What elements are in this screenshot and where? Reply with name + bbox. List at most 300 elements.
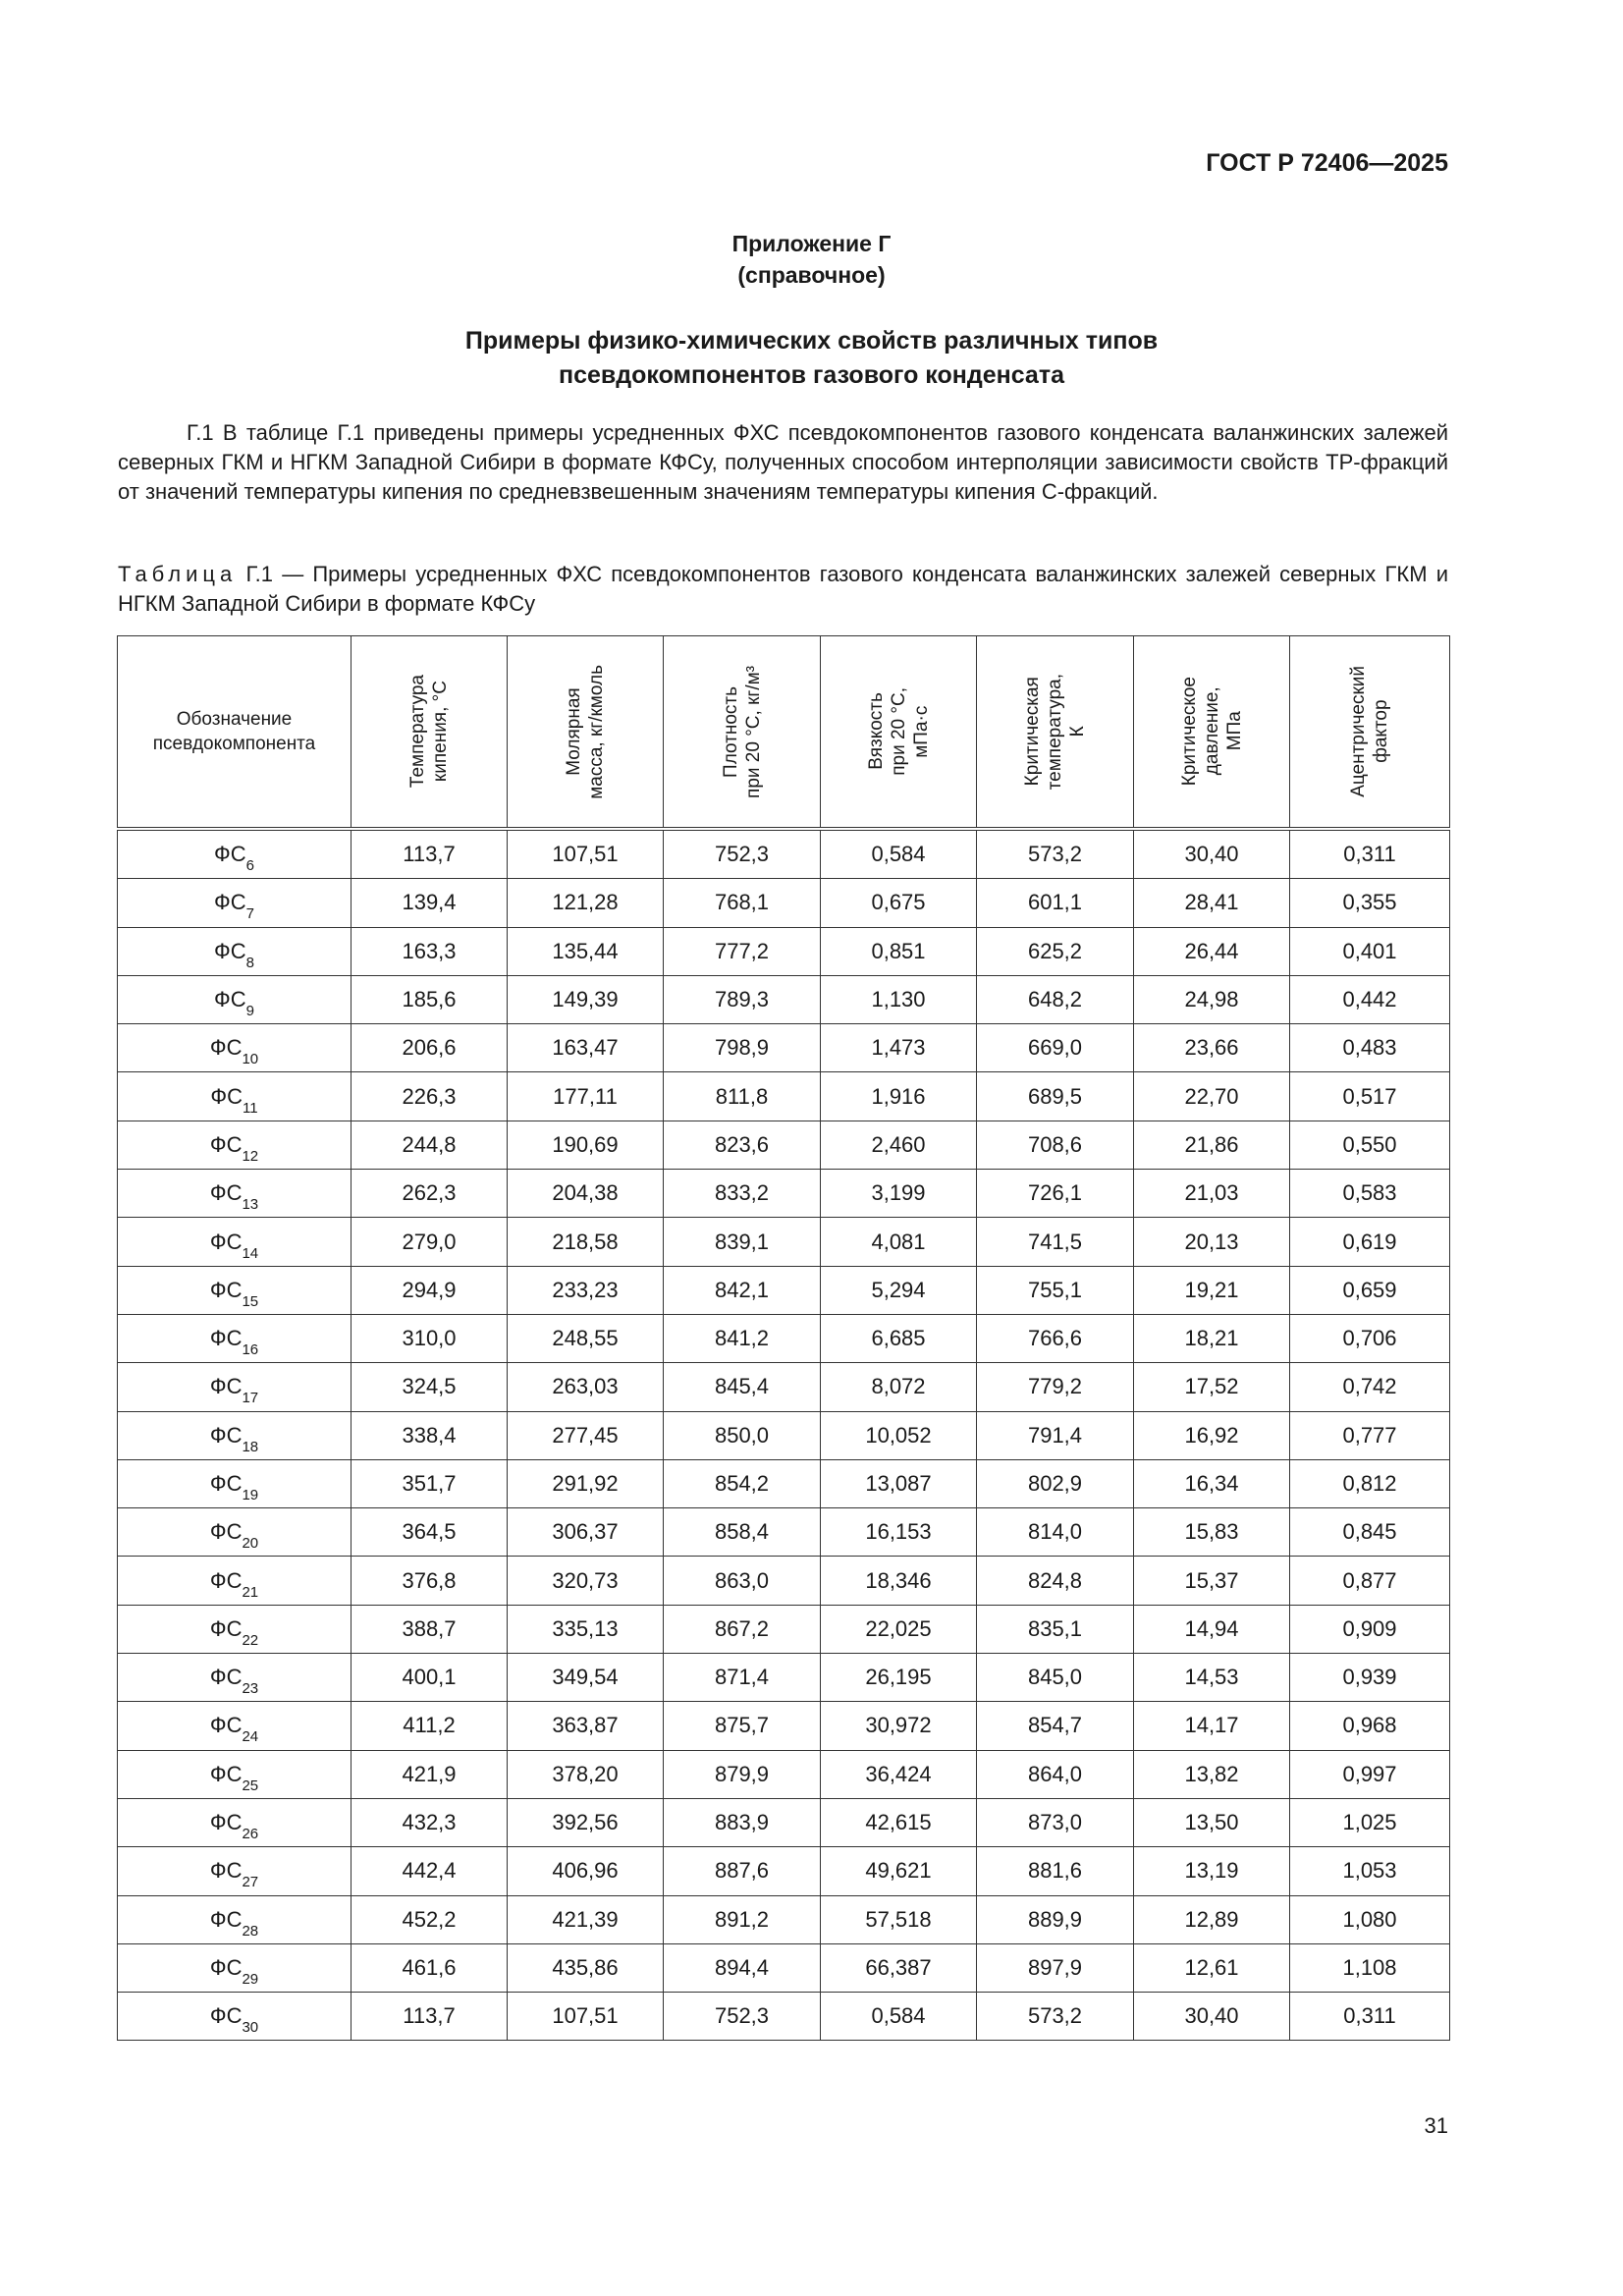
cell-density: 875,7 bbox=[664, 1702, 821, 1750]
table-body bbox=[118, 829, 1450, 2041]
cell-acentric-factor: 0,550 bbox=[1290, 1121, 1450, 1169]
cell-designation bbox=[118, 1847, 352, 1895]
designation-subscript: 8 bbox=[245, 954, 254, 971]
header-critical-pressure-text: Критическое давление, МПа bbox=[1178, 677, 1245, 787]
designation-subscript: 25 bbox=[242, 1777, 259, 1794]
designation-subscript: 28 bbox=[242, 1922, 259, 1940]
cell-designation bbox=[118, 1508, 352, 1557]
cell-boiling-temperature: 226,3 bbox=[352, 1072, 508, 1121]
cell-molar-mass: 107,51 bbox=[508, 1993, 664, 2041]
cell-acentric-factor: 0,583 bbox=[1290, 1170, 1450, 1218]
table-caption-label: Таблица bbox=[118, 562, 238, 586]
cell-designation bbox=[118, 1314, 352, 1362]
header-critical-temperature bbox=[977, 636, 1134, 830]
cell-designation bbox=[118, 1993, 352, 2041]
cell-critical-pressure: 16,92 bbox=[1134, 1411, 1290, 1459]
cell-molar-mass: 363,87 bbox=[508, 1702, 664, 1750]
cell-viscosity: 30,972 bbox=[821, 1702, 977, 1750]
cell-critical-pressure: 20,13 bbox=[1134, 1218, 1290, 1266]
designation-base: ФС bbox=[209, 1131, 243, 1157]
table-row bbox=[118, 1798, 1450, 1846]
cell-boiling-temperature: 185,6 bbox=[352, 975, 508, 1023]
cell-molar-mass: 263,03 bbox=[508, 1363, 664, 1411]
designation-subscript: 14 bbox=[242, 1244, 259, 1262]
cell-density: 841,2 bbox=[664, 1314, 821, 1362]
table-row bbox=[118, 1024, 1450, 1072]
table-row bbox=[118, 1459, 1450, 1507]
cell-viscosity: 1,916 bbox=[821, 1072, 977, 1121]
cell-critical-temperature: 625,2 bbox=[977, 927, 1134, 975]
cell-density: 879,9 bbox=[664, 1750, 821, 1798]
designation-base: ФС bbox=[209, 1810, 243, 1835]
cell-designation bbox=[118, 1702, 352, 1750]
cell-acentric-factor: 1,025 bbox=[1290, 1798, 1450, 1846]
page-number: 31 bbox=[1424, 2113, 1448, 2138]
cell-molar-mass: 435,86 bbox=[508, 1943, 664, 1992]
header-acentric-factor-text: Ацентрический фактор bbox=[1348, 666, 1391, 797]
cell-designation bbox=[118, 1121, 352, 1169]
designation-subscript: 20 bbox=[242, 1535, 259, 1553]
designation-subscript: 19 bbox=[242, 1487, 259, 1503]
cell-molar-mass: 190,69 bbox=[508, 1121, 664, 1169]
cell-designation bbox=[118, 1605, 352, 1653]
cell-boiling-temperature: 262,3 bbox=[352, 1170, 508, 1218]
cell-molar-mass: 121,28 bbox=[508, 879, 664, 927]
cell-viscosity: 16,153 bbox=[821, 1508, 977, 1557]
cell-boiling-temperature: 113,7 bbox=[352, 829, 508, 879]
cell-critical-pressure: 12,61 bbox=[1134, 1943, 1290, 1992]
intro-paragraph: Г.1 В таблице Г.1 приведены примеры усредненных ФХС псевдокомпонентов газового конденсата валанжинских залежей северных ГКМ и НГКМ Западной Сибири в формате КФСу, полученных способом интерполяции зависимости свойств ТР-фракций от значений температуры кипения по средневзвешенным значениям температуры кипения С-фракций. bbox=[118, 420, 1448, 504]
header-molar-mass bbox=[508, 636, 664, 830]
designation-base: ФС bbox=[209, 1277, 243, 1302]
cell-critical-pressure: 13,50 bbox=[1134, 1798, 1290, 1846]
cell-acentric-factor: 0,483 bbox=[1290, 1024, 1450, 1072]
cell-critical-pressure: 23,66 bbox=[1134, 1024, 1290, 1072]
properties-table bbox=[117, 635, 1450, 2041]
designation-base: ФС bbox=[209, 1326, 243, 1351]
cell-critical-temperature: 755,1 bbox=[977, 1266, 1134, 1314]
designation-subscript: 23 bbox=[242, 1680, 259, 1698]
cell-acentric-factor: 0,742 bbox=[1290, 1363, 1450, 1411]
cell-viscosity: 36,424 bbox=[821, 1750, 977, 1798]
cell-critical-pressure: 21,86 bbox=[1134, 1121, 1290, 1169]
cell-molar-mass: 204,38 bbox=[508, 1170, 664, 1218]
cell-critical-temperature: 741,5 bbox=[977, 1218, 1134, 1266]
designation-base: ФС bbox=[209, 1422, 243, 1448]
cell-boiling-temperature: 452,2 bbox=[352, 1895, 508, 1943]
designation-base: ФС bbox=[209, 1229, 243, 1254]
designation-subscript: 13 bbox=[242, 1196, 259, 1214]
cell-density: 833,2 bbox=[664, 1170, 821, 1218]
cell-viscosity: 57,518 bbox=[821, 1895, 977, 1943]
designation-base: ФС bbox=[209, 2003, 243, 2029]
cell-density: 811,8 bbox=[664, 1072, 821, 1121]
cell-viscosity: 4,081 bbox=[821, 1218, 977, 1266]
cell-density: 842,1 bbox=[664, 1266, 821, 1314]
cell-boiling-temperature: 324,5 bbox=[352, 1363, 508, 1411]
table-row bbox=[118, 1557, 1450, 1605]
table-row bbox=[118, 1363, 1450, 1411]
designation-base: ФС bbox=[209, 1954, 243, 1980]
table-row bbox=[118, 975, 1450, 1023]
cell-critical-pressure: 14,94 bbox=[1134, 1605, 1290, 1653]
cell-molar-mass: 149,39 bbox=[508, 975, 664, 1023]
table-row bbox=[118, 829, 1450, 879]
cell-density: 887,6 bbox=[664, 1847, 821, 1895]
header-viscosity bbox=[821, 636, 977, 830]
cell-density: 894,4 bbox=[664, 1943, 821, 1992]
header-critical-pressure bbox=[1134, 636, 1290, 830]
cell-critical-temperature: 601,1 bbox=[977, 879, 1134, 927]
document-title-line-1: Примеры физико-химических свойств различных типов bbox=[464, 327, 1159, 355]
cell-boiling-temperature: 432,3 bbox=[352, 1798, 508, 1846]
cell-acentric-factor: 1,080 bbox=[1290, 1895, 1450, 1943]
designation-base: ФС bbox=[209, 1761, 243, 1786]
cell-acentric-factor: 0,355 bbox=[1290, 879, 1450, 927]
cell-density: 871,4 bbox=[664, 1654, 821, 1702]
cell-critical-temperature: 779,2 bbox=[977, 1363, 1134, 1411]
cell-boiling-temperature: 206,6 bbox=[352, 1024, 508, 1072]
table-row bbox=[118, 1218, 1450, 1266]
cell-molar-mass: 349,54 bbox=[508, 1654, 664, 1702]
cell-designation bbox=[118, 1943, 352, 1992]
cell-critical-pressure: 28,41 bbox=[1134, 879, 1290, 927]
cell-density: 845,4 bbox=[664, 1363, 821, 1411]
cell-designation bbox=[118, 975, 352, 1023]
header-boiling-temperature bbox=[352, 636, 508, 830]
designation-subscript: 9 bbox=[245, 1003, 254, 1020]
designation-subscript: 17 bbox=[242, 1390, 259, 1407]
designation-subscript: 7 bbox=[245, 905, 254, 923]
cell-molar-mass: 306,37 bbox=[508, 1508, 664, 1557]
cell-molar-mass: 233,23 bbox=[508, 1266, 664, 1314]
header-density-text: Плотность при 20 °C, кг/м³ bbox=[720, 665, 764, 798]
table-row bbox=[118, 1314, 1450, 1362]
document-title-line-2: псевдокомпонентов газового конденсата bbox=[558, 361, 1064, 389]
cell-acentric-factor: 0,777 bbox=[1290, 1411, 1450, 1459]
cell-molar-mass: 163,47 bbox=[508, 1024, 664, 1072]
cell-molar-mass: 320,73 bbox=[508, 1557, 664, 1605]
table-caption bbox=[118, 560, 1448, 619]
cell-critical-pressure: 18,21 bbox=[1134, 1314, 1290, 1362]
cell-density: 768,1 bbox=[664, 879, 821, 927]
cell-molar-mass: 392,56 bbox=[508, 1798, 664, 1846]
cell-critical-pressure: 15,83 bbox=[1134, 1508, 1290, 1557]
designation-base: ФС bbox=[209, 1713, 243, 1738]
cell-boiling-temperature: 310,0 bbox=[352, 1314, 508, 1362]
cell-acentric-factor: 0,619 bbox=[1290, 1218, 1450, 1266]
cell-critical-temperature: 881,6 bbox=[977, 1847, 1134, 1895]
cell-designation bbox=[118, 1024, 352, 1072]
table-row bbox=[118, 1702, 1450, 1750]
cell-viscosity: 10,052 bbox=[821, 1411, 977, 1459]
cell-critical-pressure: 22,70 bbox=[1134, 1072, 1290, 1121]
cell-viscosity: 42,615 bbox=[821, 1798, 977, 1846]
cell-critical-pressure: 12,89 bbox=[1134, 1895, 1290, 1943]
designation-base: ФС bbox=[209, 1567, 243, 1593]
cell-acentric-factor: 1,053 bbox=[1290, 1847, 1450, 1895]
cell-viscosity: 49,621 bbox=[821, 1847, 977, 1895]
designation-subscript: 27 bbox=[242, 1874, 259, 1891]
cell-acentric-factor: 0,877 bbox=[1290, 1557, 1450, 1605]
designation-subscript: 12 bbox=[242, 1147, 259, 1165]
header-boiling-temperature-text: Температура кипения, °C bbox=[407, 675, 451, 789]
table-header-row bbox=[118, 636, 1450, 830]
cell-viscosity: 5,294 bbox=[821, 1266, 977, 1314]
cell-viscosity: 66,387 bbox=[821, 1943, 977, 1992]
cell-critical-pressure: 21,03 bbox=[1134, 1170, 1290, 1218]
table-row bbox=[118, 1847, 1450, 1895]
cell-viscosity: 3,199 bbox=[821, 1170, 977, 1218]
cell-molar-mass: 107,51 bbox=[508, 829, 664, 879]
designation-base: ФС bbox=[214, 842, 246, 867]
cell-critical-temperature: 845,0 bbox=[977, 1654, 1134, 1702]
header-designation bbox=[118, 636, 352, 830]
cell-designation bbox=[118, 829, 352, 879]
cell-critical-temperature: 791,4 bbox=[977, 1411, 1134, 1459]
cell-viscosity: 0,584 bbox=[821, 1993, 977, 2041]
cell-boiling-temperature: 294,9 bbox=[352, 1266, 508, 1314]
table-row bbox=[118, 1605, 1450, 1653]
cell-acentric-factor: 0,517 bbox=[1290, 1072, 1450, 1121]
cell-acentric-factor: 0,659 bbox=[1290, 1266, 1450, 1314]
cell-viscosity: 22,025 bbox=[821, 1605, 977, 1653]
cell-viscosity: 0,851 bbox=[821, 927, 977, 975]
designation-base: ФС bbox=[209, 1180, 243, 1206]
cell-acentric-factor: 0,909 bbox=[1290, 1605, 1450, 1653]
cell-designation bbox=[118, 1072, 352, 1121]
cell-viscosity: 18,346 bbox=[821, 1557, 977, 1605]
table-row bbox=[118, 1121, 1450, 1169]
cell-density: 863,0 bbox=[664, 1557, 821, 1605]
cell-molar-mass: 421,39 bbox=[508, 1895, 664, 1943]
cell-acentric-factor: 0,311 bbox=[1290, 829, 1450, 879]
cell-molar-mass: 135,44 bbox=[508, 927, 664, 975]
cell-viscosity: 13,087 bbox=[821, 1459, 977, 1507]
cell-designation bbox=[118, 1363, 352, 1411]
cell-viscosity: 1,473 bbox=[821, 1024, 977, 1072]
cell-designation bbox=[118, 1459, 352, 1507]
designation-subscript: 24 bbox=[242, 1728, 259, 1746]
cell-critical-temperature: 573,2 bbox=[977, 1993, 1134, 2041]
table-row bbox=[118, 879, 1450, 927]
cell-critical-temperature: 766,6 bbox=[977, 1314, 1134, 1362]
cell-acentric-factor: 0,845 bbox=[1290, 1508, 1450, 1557]
appendix-subtitle: (справочное) bbox=[737, 262, 886, 288]
designation-base: ФС bbox=[214, 938, 246, 963]
cell-acentric-factor: 0,401 bbox=[1290, 927, 1450, 975]
cell-designation bbox=[118, 927, 352, 975]
cell-acentric-factor: 1,108 bbox=[1290, 1943, 1450, 1992]
cell-viscosity: 1,130 bbox=[821, 975, 977, 1023]
appendix-heading bbox=[0, 228, 1623, 291]
cell-molar-mass: 218,58 bbox=[508, 1218, 664, 1266]
header-molar-mass-text: Молярная масса, кг/кмоль bbox=[564, 664, 607, 799]
designation-subscript: 22 bbox=[242, 1631, 259, 1649]
cell-molar-mass: 177,11 bbox=[508, 1072, 664, 1121]
designation-base: ФС bbox=[209, 1374, 243, 1399]
cell-critical-pressure: 26,44 bbox=[1134, 927, 1290, 975]
designation-subscript: 11 bbox=[243, 1099, 258, 1117]
cell-critical-temperature: 854,7 bbox=[977, 1702, 1134, 1750]
cell-acentric-factor: 0,706 bbox=[1290, 1314, 1450, 1362]
cell-critical-temperature: 835,1 bbox=[977, 1605, 1134, 1653]
table-row bbox=[118, 1411, 1450, 1459]
designation-base: ФС bbox=[209, 1471, 243, 1496]
cell-critical-temperature: 573,2 bbox=[977, 829, 1134, 879]
cell-density: 798,9 bbox=[664, 1024, 821, 1072]
designation-base: ФС bbox=[214, 987, 246, 1012]
table-row bbox=[118, 1943, 1450, 1992]
cell-designation bbox=[118, 1218, 352, 1266]
cell-viscosity: 26,195 bbox=[821, 1654, 977, 1702]
appendix-title: Приложение Г bbox=[731, 231, 892, 256]
table-row bbox=[118, 1993, 1450, 2041]
cell-density: 891,2 bbox=[664, 1895, 821, 1943]
cell-molar-mass: 277,45 bbox=[508, 1411, 664, 1459]
cell-acentric-factor: 0,939 bbox=[1290, 1654, 1450, 1702]
cell-designation bbox=[118, 1654, 352, 1702]
designation-base: ФС bbox=[210, 1083, 243, 1109]
cell-critical-temperature: 824,8 bbox=[977, 1557, 1134, 1605]
cell-boiling-temperature: 376,8 bbox=[352, 1557, 508, 1605]
cell-critical-temperature: 897,9 bbox=[977, 1943, 1134, 1992]
cell-density: 752,3 bbox=[664, 1993, 821, 2041]
designation-subscript: 6 bbox=[245, 857, 254, 875]
cell-boiling-temperature: 139,4 bbox=[352, 879, 508, 927]
cell-designation bbox=[118, 1557, 352, 1605]
header-density bbox=[664, 636, 821, 830]
cell-boiling-temperature: 244,8 bbox=[352, 1121, 508, 1169]
cell-density: 752,3 bbox=[664, 829, 821, 879]
cell-critical-pressure: 15,37 bbox=[1134, 1557, 1290, 1605]
cell-boiling-temperature: 411,2 bbox=[352, 1702, 508, 1750]
table-row bbox=[118, 1170, 1450, 1218]
cell-molar-mass: 378,20 bbox=[508, 1750, 664, 1798]
cell-critical-temperature: 708,6 bbox=[977, 1121, 1134, 1169]
cell-viscosity: 6,685 bbox=[821, 1314, 977, 1362]
cell-critical-temperature: 726,1 bbox=[977, 1170, 1134, 1218]
cell-critical-pressure: 16,34 bbox=[1134, 1459, 1290, 1507]
cell-critical-temperature: 669,0 bbox=[977, 1024, 1134, 1072]
designation-base: ФС bbox=[209, 1858, 243, 1884]
cell-critical-pressure: 30,40 bbox=[1134, 1993, 1290, 2041]
cell-density: 858,4 bbox=[664, 1508, 821, 1557]
cell-critical-temperature: 814,0 bbox=[977, 1508, 1134, 1557]
cell-critical-pressure: 30,40 bbox=[1134, 829, 1290, 879]
cell-molar-mass: 335,13 bbox=[508, 1605, 664, 1653]
cell-density: 854,2 bbox=[664, 1459, 821, 1507]
gost-code: ГОСТ Р 72406—2025 bbox=[1206, 149, 1448, 177]
cell-boiling-temperature: 163,3 bbox=[352, 927, 508, 975]
cell-boiling-temperature: 351,7 bbox=[352, 1459, 508, 1507]
header-critical-temperature-text: Критическая температура, К bbox=[1022, 673, 1088, 791]
cell-designation bbox=[118, 1895, 352, 1943]
table-row bbox=[118, 1266, 1450, 1314]
cell-critical-pressure: 24,98 bbox=[1134, 975, 1290, 1023]
designation-base: ФС bbox=[209, 1665, 243, 1690]
cell-viscosity: 0,675 bbox=[821, 879, 977, 927]
cell-designation bbox=[118, 1266, 352, 1314]
cell-critical-temperature: 889,9 bbox=[977, 1895, 1134, 1943]
designation-subscript: 29 bbox=[242, 1970, 259, 1988]
document-title bbox=[0, 324, 1623, 393]
cell-acentric-factor: 0,812 bbox=[1290, 1459, 1450, 1507]
cell-designation bbox=[118, 879, 352, 927]
cell-molar-mass: 291,92 bbox=[508, 1459, 664, 1507]
table-row bbox=[118, 1508, 1450, 1557]
cell-density: 777,2 bbox=[664, 927, 821, 975]
cell-density: 823,6 bbox=[664, 1121, 821, 1169]
designation-subscript: 10 bbox=[242, 1051, 259, 1068]
designation-subscript: 18 bbox=[242, 1438, 259, 1455]
cell-critical-pressure: 14,17 bbox=[1134, 1702, 1290, 1750]
cell-boiling-temperature: 364,5 bbox=[352, 1508, 508, 1557]
designation-base: ФС bbox=[209, 1035, 243, 1061]
table-row bbox=[118, 927, 1450, 975]
table-row bbox=[118, 1895, 1450, 1943]
cell-molar-mass: 248,55 bbox=[508, 1314, 664, 1362]
cell-density: 883,9 bbox=[664, 1798, 821, 1846]
cell-critical-pressure: 17,52 bbox=[1134, 1363, 1290, 1411]
designation-base: ФС bbox=[214, 890, 246, 915]
cell-boiling-temperature: 461,6 bbox=[352, 1943, 508, 1992]
cell-designation bbox=[118, 1798, 352, 1846]
cell-viscosity: 2,460 bbox=[821, 1121, 977, 1169]
header-viscosity-text: Вязкость при 20 °C, мПа·с bbox=[865, 687, 932, 776]
designation-subscript: 15 bbox=[242, 1292, 259, 1310]
cell-boiling-temperature: 113,7 bbox=[352, 1993, 508, 2041]
cell-critical-temperature: 689,5 bbox=[977, 1072, 1134, 1121]
cell-critical-temperature: 873,0 bbox=[977, 1798, 1134, 1846]
header-acentric-factor bbox=[1290, 636, 1450, 830]
table-row bbox=[118, 1654, 1450, 1702]
cell-acentric-factor: 0,442 bbox=[1290, 975, 1450, 1023]
cell-critical-temperature: 648,2 bbox=[977, 975, 1134, 1023]
cell-critical-temperature: 802,9 bbox=[977, 1459, 1134, 1507]
designation-subscript: 26 bbox=[242, 1826, 259, 1843]
cell-critical-pressure: 14,53 bbox=[1134, 1654, 1290, 1702]
cell-boiling-temperature: 388,7 bbox=[352, 1605, 508, 1653]
cell-density: 850,0 bbox=[664, 1411, 821, 1459]
cell-critical-pressure: 13,82 bbox=[1134, 1750, 1290, 1798]
cell-designation bbox=[118, 1411, 352, 1459]
table-row bbox=[118, 1750, 1450, 1798]
cell-density: 789,3 bbox=[664, 975, 821, 1023]
cell-acentric-factor: 0,311 bbox=[1290, 1993, 1450, 2041]
cell-boiling-temperature: 421,9 bbox=[352, 1750, 508, 1798]
cell-designation bbox=[118, 1170, 352, 1218]
designation-base: ФС bbox=[209, 1519, 243, 1545]
cell-viscosity: 0,584 bbox=[821, 829, 977, 879]
table-row bbox=[118, 1072, 1450, 1121]
table-caption-text: Г.1 — Примеры усредненных ФХС псевдокомпонентов газового конденсата валанжинских залежей северных ГКМ и НГКМ Западной Сибири в формате КФСу bbox=[118, 562, 1448, 616]
cell-density: 867,2 bbox=[664, 1605, 821, 1653]
designation-base: ФС bbox=[209, 1615, 243, 1641]
designation-subscript: 30 bbox=[242, 2019, 259, 2037]
designation-subscript: 21 bbox=[242, 1583, 259, 1601]
cell-critical-temperature: 864,0 bbox=[977, 1750, 1134, 1798]
designation-subscript: 16 bbox=[242, 1341, 259, 1359]
cell-boiling-temperature: 338,4 bbox=[352, 1411, 508, 1459]
cell-acentric-factor: 0,997 bbox=[1290, 1750, 1450, 1798]
header-designation-text: Обозначение псевдокомпонента bbox=[152, 709, 316, 754]
cell-acentric-factor: 0,968 bbox=[1290, 1702, 1450, 1750]
cell-density: 839,1 bbox=[664, 1218, 821, 1266]
cell-critical-pressure: 19,21 bbox=[1134, 1266, 1290, 1314]
cell-viscosity: 8,072 bbox=[821, 1363, 977, 1411]
designation-base: ФС bbox=[209, 1906, 243, 1932]
